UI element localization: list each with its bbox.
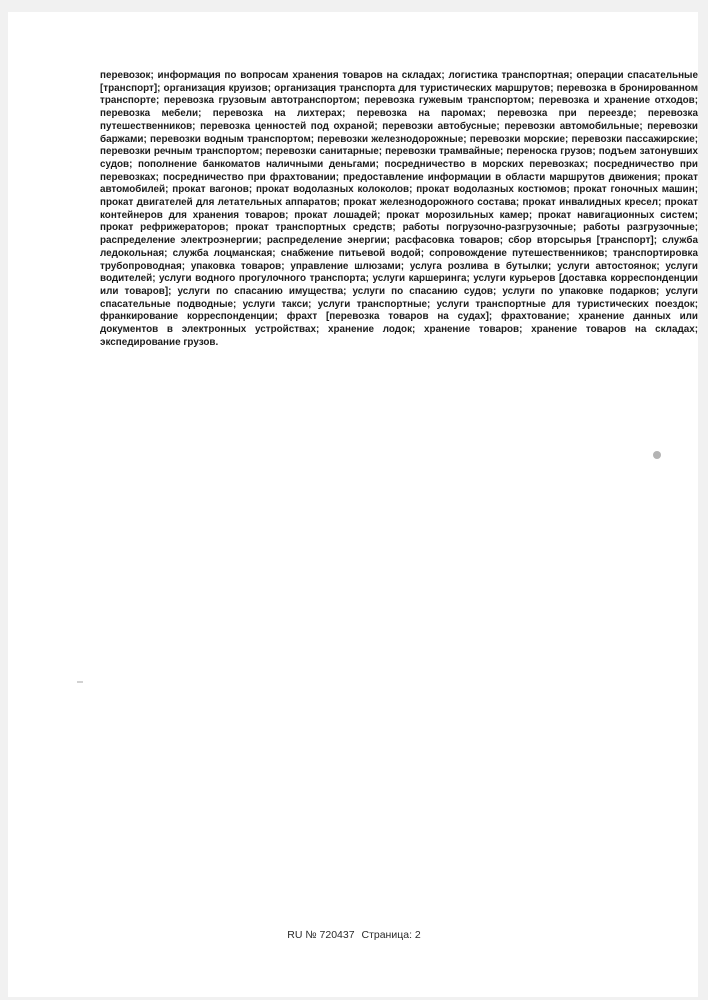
registration-number: RU № 720437 xyxy=(287,929,355,941)
scan-mark xyxy=(77,681,83,683)
scan-speck xyxy=(653,451,661,459)
page-footer xyxy=(0,929,708,941)
services-list-text: перевозок; информация по вопросам хранения товаров на складах; логистика транспортная; операции спасательные [транспорт]; организация круизов; организация транспорта для туристических маршрутов; перевозка в бронированном транспорте; перевозка грузовым автотранспортом; перевозка гужевым транспортом; перевозка и хранение отходов; перевозка мебели; перевозка на лихтерах; перевозка на паромах; перевозка при переезде; перевозка путешественников; перевозка ценностей под охраной; перевозки автобусные; перевозки автомобильные; перевозки баржами; перевозки водным транспортом; перевозки железнодорожные; перевозки морские; перевозки пассажирские; перевозки речным транспортом; перевозки санитарные; перевозки трамвайные; переноска грузов; подъем затонувших судов; пополнение банкоматов наличными деньгами; посредничество в морских перевозках; посредничество при перевозках; посредничество при фрахтовании; предоставление информации в области маршрутов движения; прокат автомобилей; прокат вагонов; прокат водолазных колоколов; прокат водолазных костюмов; прокат гоночных машин; прокат двигателей для летательных аппаратов; прокат железнодорожного состава; прокат инвалидных кресел; прокат контейнеров для хранения товаров; прокат лошадей; прокат морозильных камер; прокат навигационных систем; прокат рефрижераторов; прокат транспортных средств; работы погрузочно-разгрузочные; работы разгрузочные; распределение электроэнергии; распределение энергии; расфасовка товаров; сбор вторсырья [транспорт]; служба ледокольная; служба лоцманская; снабжение питьевой водой; сопровождение путешественников; транспортировка трубопроводная; упаковка товаров; управление шлюзами; услуга розлива в бутылки; услуги автостоянок; услуги водителей; услуги водного прогулочного транспорта; услуги каршеринга; услуги курьеров [доставка корреспонденции или товаров]; услуги по спасанию имущества; услуги по спасанию судов; услуги по упаковке подарков; услуги спасательные подводные; услуги такси; услуги транспортные; услуги транспортные для туристических поездок; франкирование корреспонденции; фрахт [перевозка товаров на судах]; фрахтование; хранение данных или документов в электронных устройствах; хранение лодок; хранение товаров; хранение товаров на складах; экспедирование грузов. xyxy=(100,70,698,348)
page-number: Страница: 2 xyxy=(361,929,421,941)
